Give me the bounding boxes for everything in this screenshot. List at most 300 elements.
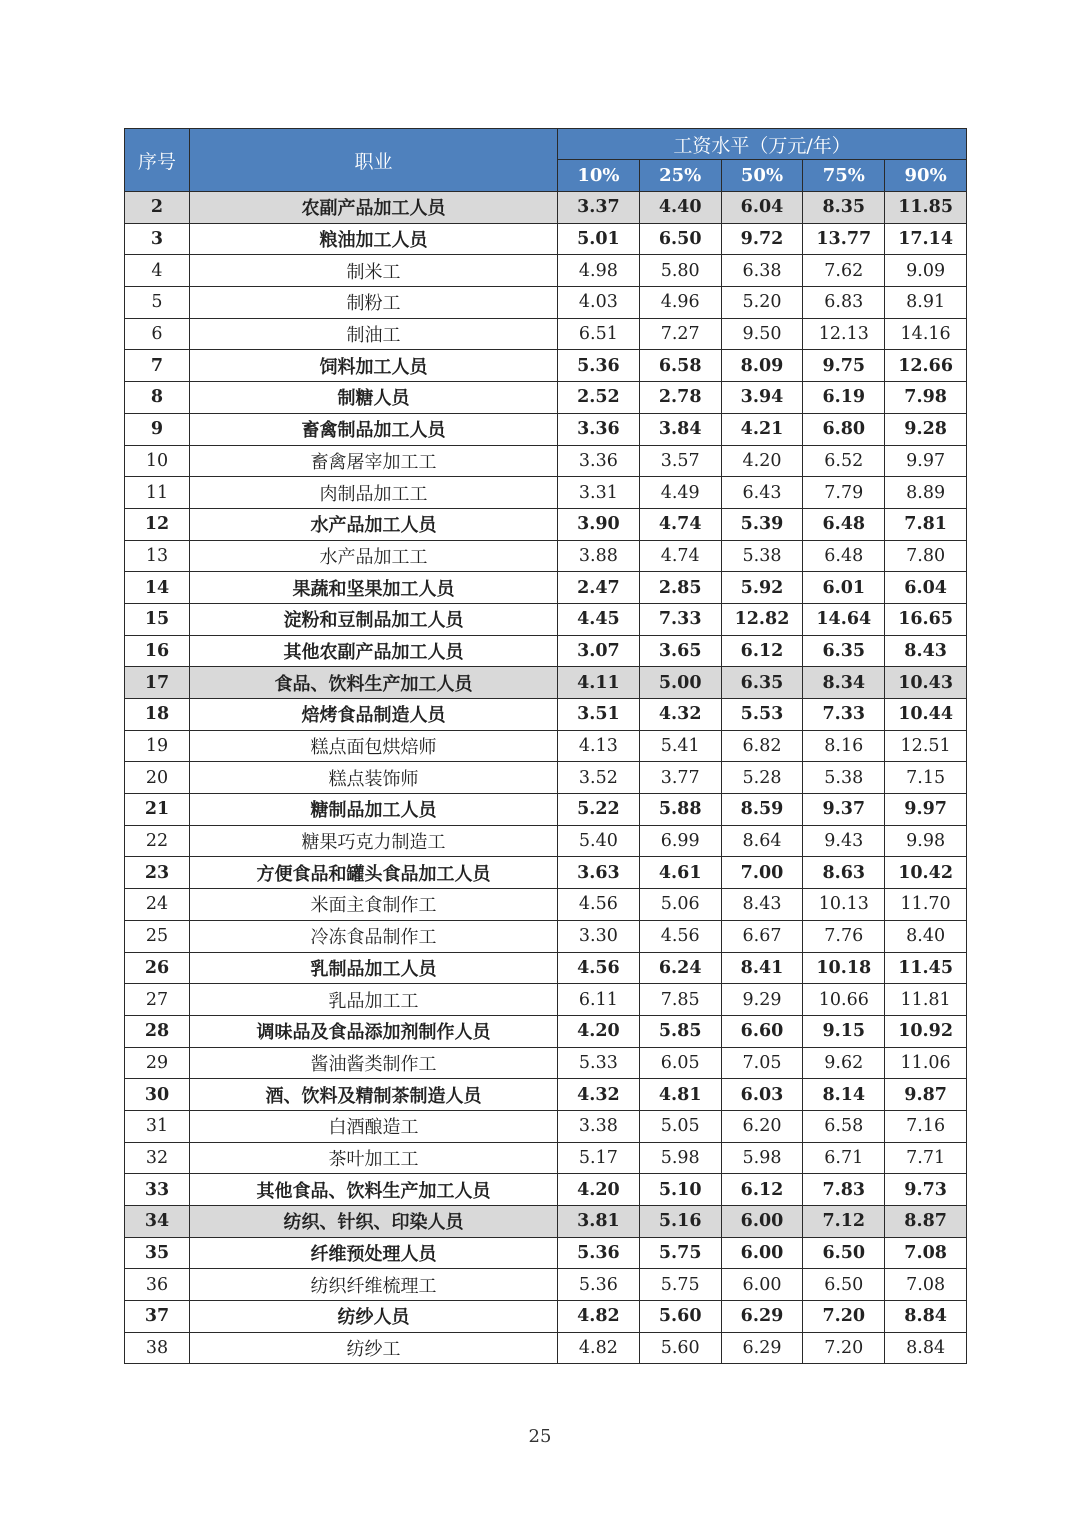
cell-p50: 5.92 (721, 572, 803, 604)
cell-p10: 3.07 (558, 635, 640, 667)
cell-job: 白酒酿造工 (190, 1110, 558, 1142)
cell-p25: 5.05 (639, 1110, 721, 1142)
cell-no: 34 (125, 1206, 190, 1238)
cell-p75: 7.33 (803, 699, 885, 731)
table-row (125, 889, 967, 921)
cell-p50: 7.05 (721, 1047, 803, 1079)
cell-p25: 7.85 (639, 984, 721, 1016)
cell-p75: 12.13 (803, 318, 885, 350)
cell-p10: 3.88 (558, 540, 640, 572)
cell-p50: 6.04 (721, 192, 803, 224)
cell-no: 18 (125, 699, 190, 731)
cell-p50: 8.43 (721, 889, 803, 921)
cell-p10: 4.32 (558, 1079, 640, 1111)
table-row (125, 1079, 967, 1111)
cell-p90: 7.71 (885, 1142, 967, 1174)
table-row (125, 920, 967, 952)
cell-job: 农副产品加工人员 (190, 192, 558, 224)
cell-p90: 8.84 (885, 1301, 967, 1333)
table-row (125, 287, 967, 319)
cell-p25: 6.50 (639, 223, 721, 255)
cell-p75: 8.16 (803, 730, 885, 762)
cell-no: 16 (125, 635, 190, 667)
table-row (125, 1237, 967, 1269)
cell-job: 其他农副产品加工人员 (190, 635, 558, 667)
header-wage-group: 工资水平（万元/年） (558, 129, 967, 160)
cell-p50: 4.21 (721, 413, 803, 445)
cell-p90: 11.70 (885, 889, 967, 921)
table-row (125, 382, 967, 414)
cell-p90: 8.87 (885, 1206, 967, 1238)
cell-p25: 2.78 (639, 382, 721, 414)
cell-p90: 9.87 (885, 1079, 967, 1111)
cell-p90: 9.28 (885, 413, 967, 445)
cell-p25: 6.05 (639, 1047, 721, 1079)
cell-p75: 10.13 (803, 889, 885, 921)
cell-p25: 5.06 (639, 889, 721, 921)
cell-job: 酒、饮料及精制茶制造人员 (190, 1079, 558, 1111)
cell-p25: 5.88 (639, 794, 721, 826)
cell-no: 33 (125, 1174, 190, 1206)
cell-p50: 5.98 (721, 1142, 803, 1174)
table-row (125, 477, 967, 509)
cell-p25: 4.49 (639, 477, 721, 509)
cell-no: 29 (125, 1047, 190, 1079)
table-row (125, 1142, 967, 1174)
cell-p50: 6.00 (721, 1269, 803, 1301)
cell-p10: 5.33 (558, 1047, 640, 1079)
cell-p25: 6.24 (639, 952, 721, 984)
cell-job: 纺纱工 (190, 1332, 558, 1364)
cell-job: 制糖人员 (190, 382, 558, 414)
cell-p50: 6.00 (721, 1206, 803, 1238)
cell-p10: 5.01 (558, 223, 640, 255)
cell-p25: 4.81 (639, 1079, 721, 1111)
cell-p25: 5.75 (639, 1237, 721, 1269)
cell-p10: 5.36 (558, 350, 640, 382)
cell-p75: 6.83 (803, 287, 885, 319)
cell-p10: 4.82 (558, 1332, 640, 1364)
table-row (125, 730, 967, 762)
cell-p75: 6.50 (803, 1269, 885, 1301)
cell-p25: 4.74 (639, 508, 721, 540)
cell-no: 12 (125, 508, 190, 540)
cell-p25: 4.61 (639, 857, 721, 889)
table-row (125, 635, 967, 667)
cell-p90: 9.97 (885, 445, 967, 477)
cell-p50: 12.82 (721, 603, 803, 635)
cell-no: 3 (125, 223, 190, 255)
cell-p90: 7.98 (885, 382, 967, 414)
table-row (125, 445, 967, 477)
cell-p75: 6.19 (803, 382, 885, 414)
cell-p90: 7.08 (885, 1269, 967, 1301)
cell-p25: 7.33 (639, 603, 721, 635)
cell-p75: 8.14 (803, 1079, 885, 1111)
cell-p90: 9.97 (885, 794, 967, 826)
table-row (125, 508, 967, 540)
table-row (125, 1174, 967, 1206)
cell-p10: 3.30 (558, 920, 640, 952)
cell-no: 36 (125, 1269, 190, 1301)
cell-p50: 8.64 (721, 825, 803, 857)
cell-no: 35 (125, 1237, 190, 1269)
cell-p90: 10.42 (885, 857, 967, 889)
cell-job: 水产品加工工 (190, 540, 558, 572)
cell-p90: 16.65 (885, 603, 967, 635)
cell-job: 其他食品、饮料生产加工人员 (190, 1174, 558, 1206)
cell-p90: 11.85 (885, 192, 967, 224)
cell-p10: 4.82 (558, 1301, 640, 1333)
cell-p25: 3.57 (639, 445, 721, 477)
cell-p75: 10.18 (803, 952, 885, 984)
cell-p10: 5.40 (558, 825, 640, 857)
cell-p90: 9.73 (885, 1174, 967, 1206)
cell-job: 糕点装饰师 (190, 762, 558, 794)
cell-p90: 7.08 (885, 1237, 967, 1269)
cell-p50: 7.00 (721, 857, 803, 889)
cell-p90: 7.80 (885, 540, 967, 572)
cell-p75: 9.62 (803, 1047, 885, 1079)
cell-p10: 4.56 (558, 889, 640, 921)
header-p90: 90% (885, 160, 967, 192)
cell-p50: 5.39 (721, 508, 803, 540)
cell-p75: 10.66 (803, 984, 885, 1016)
cell-no: 27 (125, 984, 190, 1016)
cell-p25: 4.32 (639, 699, 721, 731)
cell-p75: 7.83 (803, 1174, 885, 1206)
cell-p75: 5.38 (803, 762, 885, 794)
cell-p25: 5.75 (639, 1269, 721, 1301)
cell-p10: 3.37 (558, 192, 640, 224)
cell-p50: 9.50 (721, 318, 803, 350)
cell-no: 30 (125, 1079, 190, 1111)
table-row (125, 1015, 967, 1047)
cell-job: 粮油加工人员 (190, 223, 558, 255)
table-row (125, 223, 967, 255)
cell-p50: 6.12 (721, 1174, 803, 1206)
cell-p75: 6.50 (803, 1237, 885, 1269)
cell-p50: 3.94 (721, 382, 803, 414)
cell-p90: 11.06 (885, 1047, 967, 1079)
cell-p50: 6.60 (721, 1015, 803, 1047)
cell-p10: 3.81 (558, 1206, 640, 1238)
cell-job: 肉制品加工工 (190, 477, 558, 509)
cell-p25: 3.84 (639, 413, 721, 445)
table-row (125, 1047, 967, 1079)
cell-p25: 4.56 (639, 920, 721, 952)
header-job: 职业 (190, 129, 558, 192)
cell-p75: 7.76 (803, 920, 885, 952)
cell-no: 23 (125, 857, 190, 889)
table-row (125, 603, 967, 635)
cell-job: 畜禽屠宰加工工 (190, 445, 558, 477)
cell-no: 21 (125, 794, 190, 826)
cell-p50: 6.82 (721, 730, 803, 762)
cell-job: 制米工 (190, 255, 558, 287)
cell-no: 20 (125, 762, 190, 794)
cell-p90: 8.89 (885, 477, 967, 509)
cell-p75: 6.01 (803, 572, 885, 604)
cell-p10: 3.63 (558, 857, 640, 889)
cell-job: 纺纱人员 (190, 1301, 558, 1333)
header-p75: 75% (803, 160, 885, 192)
table-row (125, 794, 967, 826)
cell-no: 10 (125, 445, 190, 477)
cell-p75: 8.63 (803, 857, 885, 889)
cell-p50: 9.29 (721, 984, 803, 1016)
cell-job: 乳制品加工人员 (190, 952, 558, 984)
cell-p90: 8.91 (885, 287, 967, 319)
cell-job: 水产品加工人员 (190, 508, 558, 540)
cell-p10: 5.36 (558, 1269, 640, 1301)
table-row (125, 318, 967, 350)
cell-p90: 12.66 (885, 350, 967, 382)
cell-p25: 5.00 (639, 667, 721, 699)
cell-p90: 7.15 (885, 762, 967, 794)
cell-no: 19 (125, 730, 190, 762)
cell-p25: 5.60 (639, 1301, 721, 1333)
cell-no: 11 (125, 477, 190, 509)
cell-p10: 3.31 (558, 477, 640, 509)
cell-job: 制油工 (190, 318, 558, 350)
cell-no: 37 (125, 1301, 190, 1333)
cell-no: 4 (125, 255, 190, 287)
cell-p75: 6.48 (803, 508, 885, 540)
cell-p90: 7.81 (885, 508, 967, 540)
cell-p50: 6.03 (721, 1079, 803, 1111)
cell-p25: 5.41 (639, 730, 721, 762)
cell-p50: 6.29 (721, 1332, 803, 1364)
cell-job: 糕点面包烘焙师 (190, 730, 558, 762)
table-row (125, 857, 967, 889)
cell-p50: 8.41 (721, 952, 803, 984)
cell-p10: 4.03 (558, 287, 640, 319)
cell-job: 调味品及食品添加剂制作人员 (190, 1015, 558, 1047)
cell-p50: 6.29 (721, 1301, 803, 1333)
cell-p10: 6.51 (558, 318, 640, 350)
cell-p90: 12.51 (885, 730, 967, 762)
cell-job: 焙烤食品制造人员 (190, 699, 558, 731)
cell-p10: 4.56 (558, 952, 640, 984)
cell-p10: 4.98 (558, 255, 640, 287)
cell-p90: 14.16 (885, 318, 967, 350)
cell-p90: 9.98 (885, 825, 967, 857)
cell-no: 32 (125, 1142, 190, 1174)
table-row (125, 667, 967, 699)
wage-table (124, 128, 967, 1364)
table-body (125, 192, 967, 1364)
cell-p25: 3.77 (639, 762, 721, 794)
cell-p10: 3.51 (558, 699, 640, 731)
cell-p90: 8.40 (885, 920, 967, 952)
cell-job: 纺织、针织、印染人员 (190, 1206, 558, 1238)
cell-p75: 7.20 (803, 1332, 885, 1364)
cell-p25: 7.27 (639, 318, 721, 350)
cell-p75: 6.48 (803, 540, 885, 572)
cell-no: 14 (125, 572, 190, 604)
cell-p10: 5.22 (558, 794, 640, 826)
cell-job: 米面主食制作工 (190, 889, 558, 921)
cell-no: 24 (125, 889, 190, 921)
table-row (125, 984, 967, 1016)
table-row (125, 572, 967, 604)
cell-p10: 3.36 (558, 445, 640, 477)
cell-no: 38 (125, 1332, 190, 1364)
cell-p10: 6.11 (558, 984, 640, 1016)
table-row (125, 762, 967, 794)
cell-p25: 5.80 (639, 255, 721, 287)
cell-no: 13 (125, 540, 190, 572)
cell-p75: 6.58 (803, 1110, 885, 1142)
cell-p50: 6.38 (721, 255, 803, 287)
cell-p10: 4.45 (558, 603, 640, 635)
cell-p25: 4.96 (639, 287, 721, 319)
table-row (125, 825, 967, 857)
cell-p10: 5.36 (558, 1237, 640, 1269)
cell-p90: 8.43 (885, 635, 967, 667)
cell-p25: 5.10 (639, 1174, 721, 1206)
table-row (125, 699, 967, 731)
cell-p75: 6.71 (803, 1142, 885, 1174)
cell-p50: 6.35 (721, 667, 803, 699)
cell-p25: 4.74 (639, 540, 721, 572)
cell-p75: 8.34 (803, 667, 885, 699)
cell-p25: 5.16 (639, 1206, 721, 1238)
cell-no: 7 (125, 350, 190, 382)
cell-p75: 13.77 (803, 223, 885, 255)
table-row (125, 1269, 967, 1301)
cell-p50: 5.28 (721, 762, 803, 794)
cell-p75: 7.20 (803, 1301, 885, 1333)
cell-no: 5 (125, 287, 190, 319)
cell-p10: 4.20 (558, 1015, 640, 1047)
cell-p50: 6.67 (721, 920, 803, 952)
table-row (125, 350, 967, 382)
cell-p25: 6.99 (639, 825, 721, 857)
table-header (125, 129, 967, 192)
cell-p50: 5.20 (721, 287, 803, 319)
cell-no: 2 (125, 192, 190, 224)
cell-p90: 6.04 (885, 572, 967, 604)
cell-no: 17 (125, 667, 190, 699)
cell-p90: 10.43 (885, 667, 967, 699)
cell-p50: 5.38 (721, 540, 803, 572)
cell-p25: 2.85 (639, 572, 721, 604)
page-number: 25 (528, 1426, 552, 1447)
table-row (125, 1110, 967, 1142)
cell-p75: 7.12 (803, 1206, 885, 1238)
cell-no: 9 (125, 413, 190, 445)
cell-job: 冷冻食品制作工 (190, 920, 558, 952)
cell-p90: 17.14 (885, 223, 967, 255)
cell-job: 纤维预处理人员 (190, 1237, 558, 1269)
cell-p90: 7.16 (885, 1110, 967, 1142)
cell-p75: 9.75 (803, 350, 885, 382)
cell-p10: 3.38 (558, 1110, 640, 1142)
table-row (125, 952, 967, 984)
cell-no: 8 (125, 382, 190, 414)
cell-p75: 9.15 (803, 1015, 885, 1047)
cell-no: 15 (125, 603, 190, 635)
cell-p10: 2.47 (558, 572, 640, 604)
cell-no: 22 (125, 825, 190, 857)
table-row (125, 255, 967, 287)
cell-p50: 9.72 (721, 223, 803, 255)
cell-p50: 8.09 (721, 350, 803, 382)
cell-p90: 11.81 (885, 984, 967, 1016)
header-p50: 50% (721, 160, 803, 192)
cell-p75: 7.62 (803, 255, 885, 287)
cell-p50: 6.20 (721, 1110, 803, 1142)
cell-p50: 5.53 (721, 699, 803, 731)
cell-p75: 7.79 (803, 477, 885, 509)
cell-p25: 5.98 (639, 1142, 721, 1174)
cell-p10: 3.36 (558, 413, 640, 445)
cell-job: 食品、饮料生产加工人员 (190, 667, 558, 699)
cell-p90: 8.84 (885, 1332, 967, 1364)
cell-no: 6 (125, 318, 190, 350)
cell-p25: 6.58 (639, 350, 721, 382)
cell-p25: 5.85 (639, 1015, 721, 1047)
cell-p10: 4.20 (558, 1174, 640, 1206)
cell-p10: 5.17 (558, 1142, 640, 1174)
cell-p75: 6.80 (803, 413, 885, 445)
cell-p75: 9.43 (803, 825, 885, 857)
cell-p75: 9.37 (803, 794, 885, 826)
cell-p10: 3.52 (558, 762, 640, 794)
cell-p10: 3.90 (558, 508, 640, 540)
cell-p25: 4.40 (639, 192, 721, 224)
cell-p25: 3.65 (639, 635, 721, 667)
cell-job: 制粉工 (190, 287, 558, 319)
cell-job: 糖果巧克力制造工 (190, 825, 558, 857)
cell-p10: 2.52 (558, 382, 640, 414)
cell-job: 淀粉和豆制品加工人员 (190, 603, 558, 635)
cell-p75: 6.52 (803, 445, 885, 477)
table-row (125, 540, 967, 572)
header-no: 序号 (125, 129, 190, 192)
cell-p90: 11.45 (885, 952, 967, 984)
cell-job: 纺织纤维梳理工 (190, 1269, 558, 1301)
cell-job: 方便食品和罐头食品加工人员 (190, 857, 558, 889)
cell-p10: 4.11 (558, 667, 640, 699)
table-row (125, 413, 967, 445)
cell-p90: 9.09 (885, 255, 967, 287)
cell-job: 畜禽制品加工人员 (190, 413, 558, 445)
cell-p50: 4.20 (721, 445, 803, 477)
cell-p50: 8.59 (721, 794, 803, 826)
cell-no: 25 (125, 920, 190, 952)
header-p10: 10% (558, 160, 640, 192)
cell-no: 26 (125, 952, 190, 984)
cell-p75: 8.35 (803, 192, 885, 224)
header-p25: 25% (639, 160, 721, 192)
cell-job: 酱油酱类制作工 (190, 1047, 558, 1079)
cell-job: 糖制品加工人员 (190, 794, 558, 826)
cell-p75: 14.64 (803, 603, 885, 635)
cell-job: 果蔬和坚果加工人员 (190, 572, 558, 604)
cell-p50: 6.43 (721, 477, 803, 509)
cell-job: 乳品加工工 (190, 984, 558, 1016)
cell-p10: 4.13 (558, 730, 640, 762)
cell-p25: 5.60 (639, 1332, 721, 1364)
table-row (125, 192, 967, 224)
table-row (125, 1206, 967, 1238)
cell-p75: 6.35 (803, 635, 885, 667)
cell-no: 28 (125, 1015, 190, 1047)
table-row (125, 1301, 967, 1333)
